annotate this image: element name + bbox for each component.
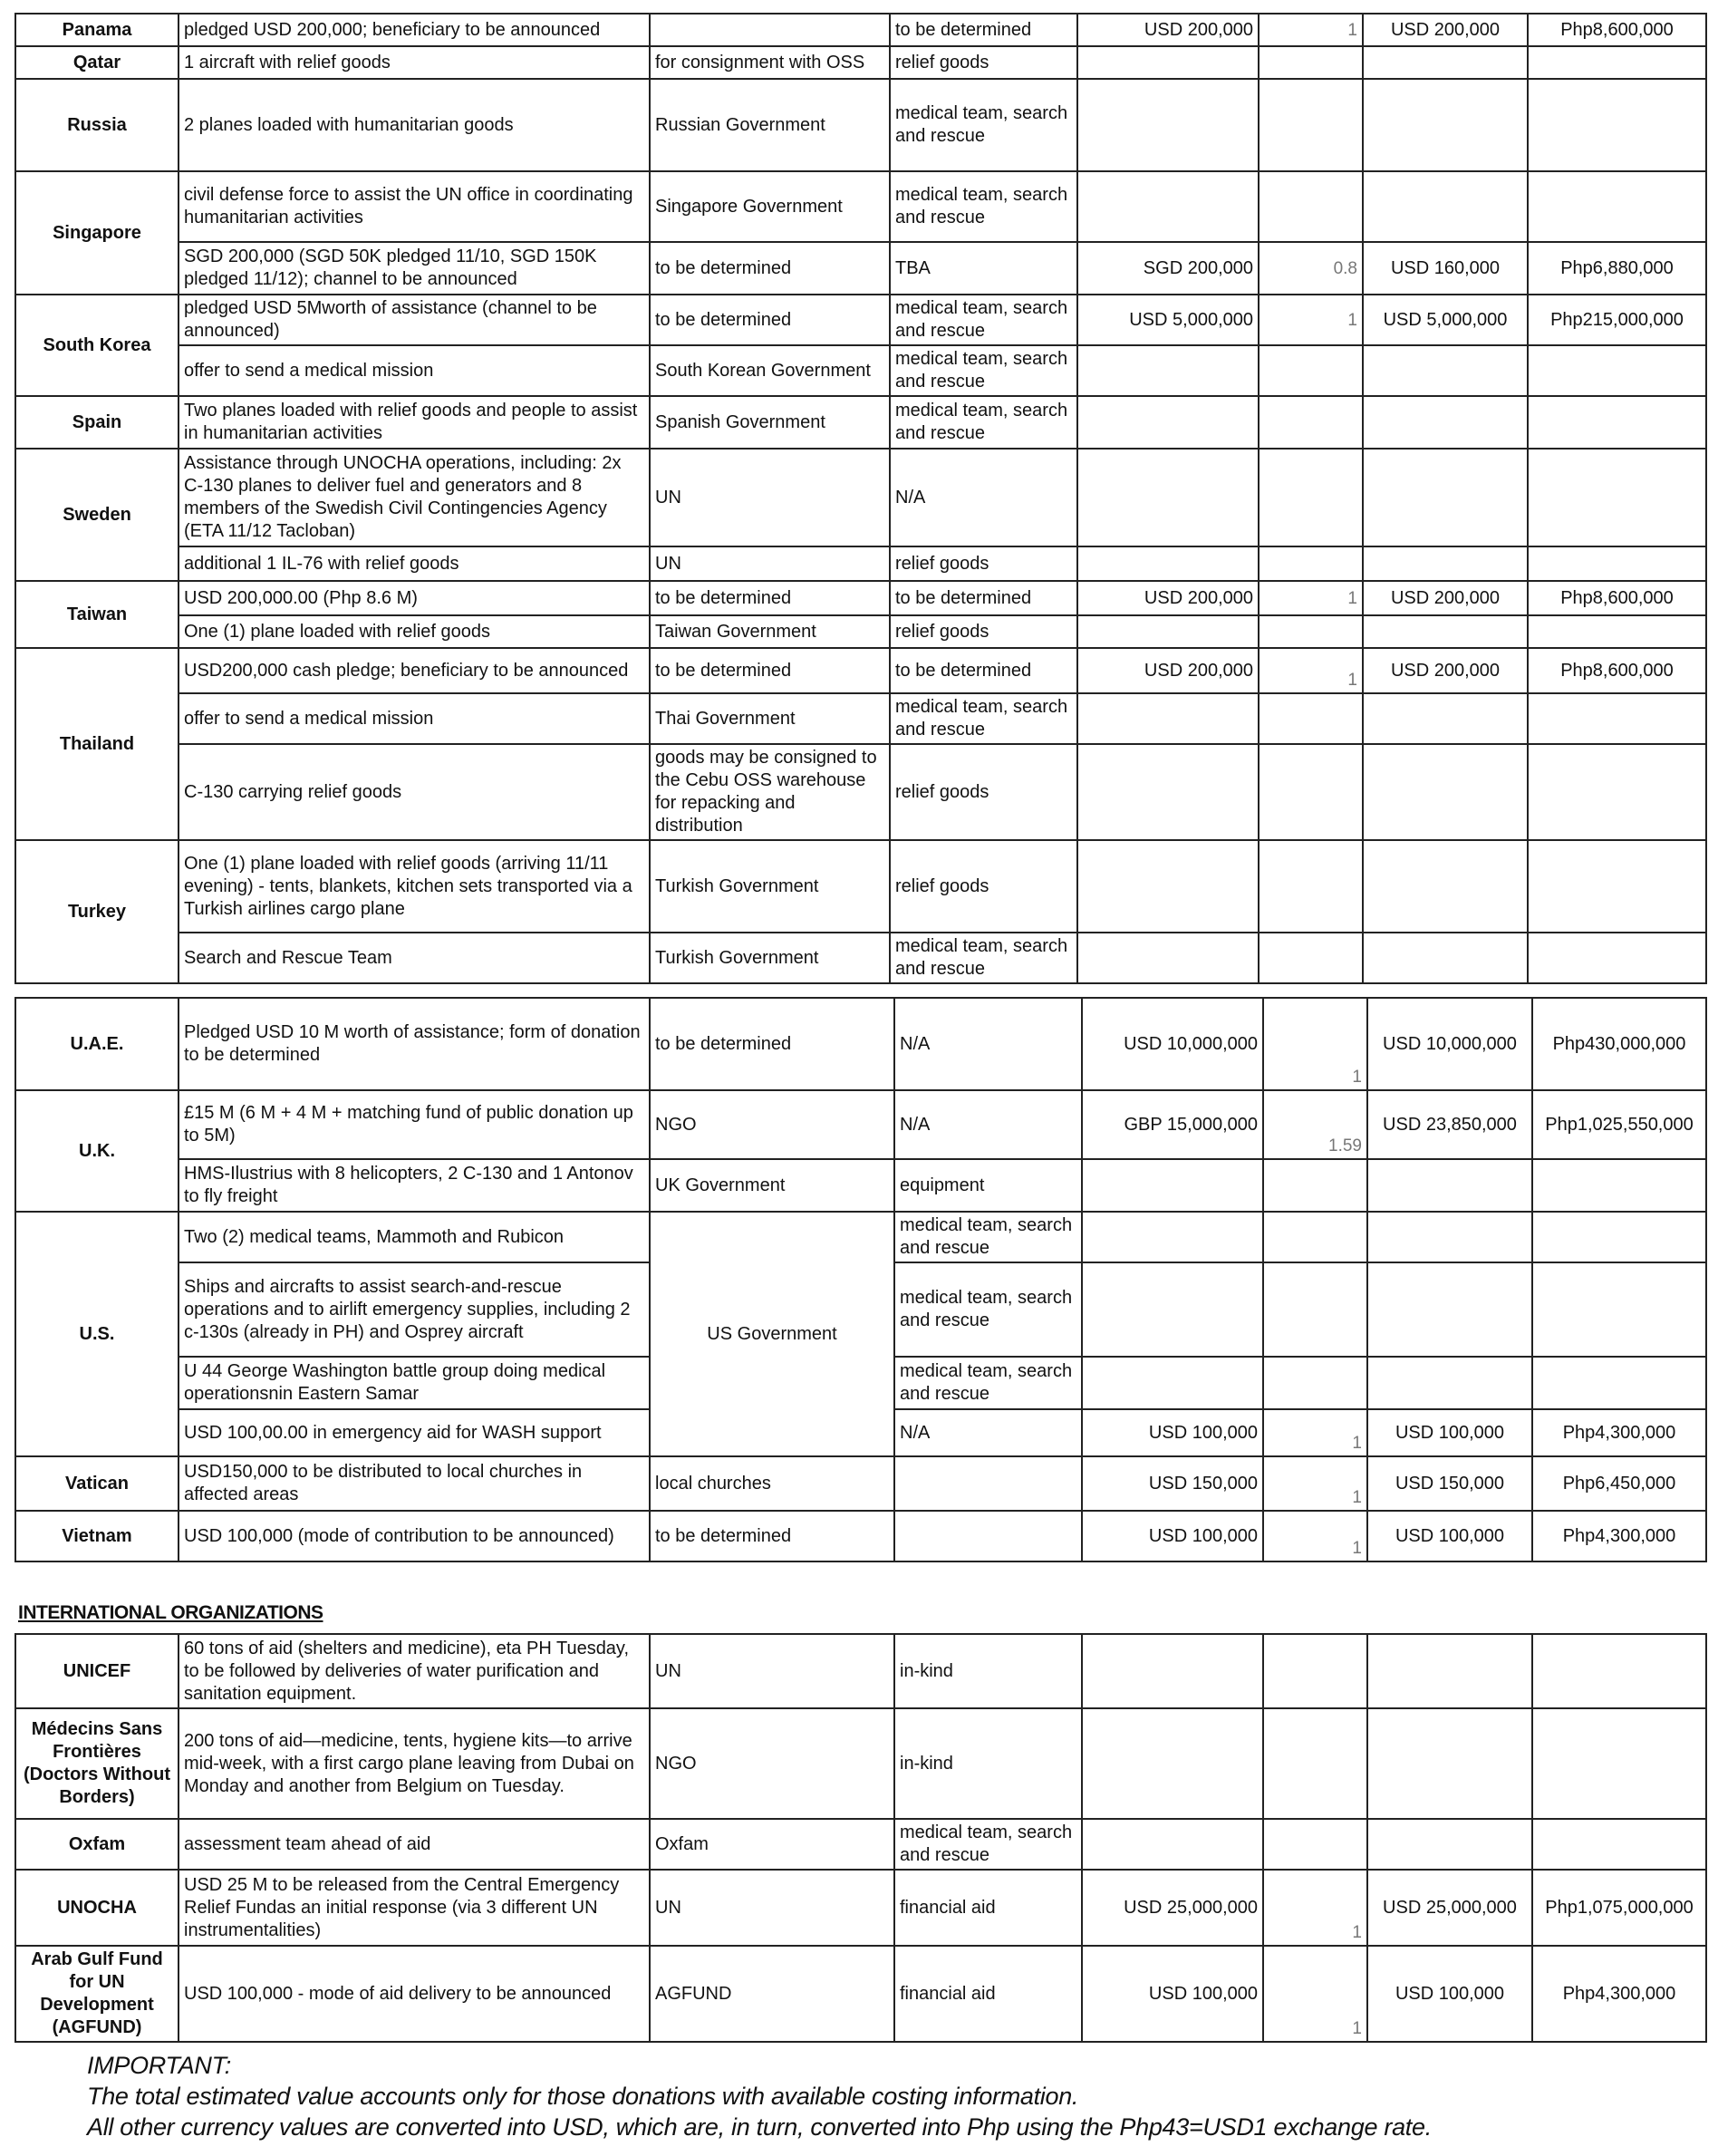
donation-type: relief goods <box>890 46 1077 79</box>
donation-channel: US Government <box>650 1212 894 1456</box>
country-name: South Korea <box>15 295 179 396</box>
amount-usd <box>1363 693 1528 744</box>
amount-php: Php1,075,000,000 <box>1532 1870 1706 1946</box>
donation-type: medical team, search and rescue <box>890 396 1077 449</box>
amount-usd <box>1363 79 1528 171</box>
donation-description: Assistance through UNOCHA operations, including: 2x C-130 planes to deliver fuel and generators and 8 members of the Swedish Civil Contingencies Agency (ETA 11/12 Tacloban) <box>179 449 650 546</box>
donation-description: C-130 carrying relief goods <box>179 744 650 840</box>
exchange-rate <box>1263 1159 1367 1212</box>
country-name: Turkey <box>15 840 179 983</box>
country-name: U.K. <box>15 1090 179 1212</box>
amount-php <box>1528 933 1706 983</box>
amount-original <box>1082 1212 1263 1262</box>
donation-description: USD 25 M to be released from the Central Emergency Relief Fundas an initial response (via 3 different UN instrumentalities) <box>179 1870 650 1946</box>
amount-original: GBP 15,000,000 <box>1082 1090 1263 1159</box>
amount-usd <box>1367 1159 1532 1212</box>
amount-usd: USD 100,000 <box>1367 1409 1532 1456</box>
amount-original <box>1077 546 1259 581</box>
amount-usd: USD 150,000 <box>1367 1456 1532 1511</box>
country-name: Vatican <box>15 1456 179 1511</box>
donation-channel: to be determined <box>650 581 890 615</box>
org-name: UNICEF <box>15 1634 179 1708</box>
exchange-rate: 1 <box>1263 1946 1367 2042</box>
exchange-rate: 1.59 <box>1263 1090 1367 1159</box>
donation-description: One (1) plane loaded with relief goods <box>179 615 650 648</box>
amount-original <box>1077 840 1259 933</box>
table-row-oxfam <box>15 1819 1706 1870</box>
donation-channel: South Korean Government <box>650 345 890 396</box>
amount-php: Php4,300,000 <box>1532 1511 1706 1561</box>
amount-usd <box>1363 46 1528 79</box>
amount-php: Php8,600,000 <box>1528 581 1706 615</box>
donation-channel: UN <box>650 1634 894 1708</box>
amount-php: Php6,880,000 <box>1528 242 1706 295</box>
donation-channel <box>650 14 890 46</box>
amount-php: Php8,600,000 <box>1528 648 1706 693</box>
donation-type: N/A <box>894 998 1082 1090</box>
table-row-taiwan-2 <box>15 615 1706 648</box>
amount-php <box>1532 1262 1706 1357</box>
donation-type: medical team, search and rescue <box>894 1212 1082 1262</box>
table-row-sweden-2 <box>15 546 1706 581</box>
table-row-vietnam <box>15 1511 1706 1561</box>
donations-table-countries-a <box>14 13 1707 984</box>
exchange-rate: 1 <box>1259 581 1363 615</box>
amount-usd <box>1363 396 1528 449</box>
amount-usd <box>1363 171 1528 242</box>
exchange-rate <box>1259 693 1363 744</box>
note-heading: IMPORTANT: <box>87 2052 232 2079</box>
exchange-rate <box>1259 840 1363 933</box>
donation-channel: local churches <box>650 1456 894 1511</box>
donation-type: TBA <box>890 242 1077 295</box>
table-row-msf <box>15 1708 1706 1819</box>
donation-description: USD 100,00.00 in emergency aid for WASH support <box>179 1409 650 1456</box>
amount-usd <box>1363 449 1528 546</box>
amount-usd: USD 23,850,000 <box>1367 1090 1532 1159</box>
amount-usd <box>1367 1634 1532 1708</box>
donation-description: offer to send a medical mission <box>179 693 650 744</box>
exchange-rate <box>1259 345 1363 396</box>
country-name: Sweden <box>15 449 179 581</box>
amount-php <box>1532 1819 1706 1870</box>
donation-description: Ships and aircrafts to assist search-and-rescue operations and to airlift emergency supplies, including 2 c-130s (already in PH) and Osprey aircraft <box>179 1262 650 1357</box>
exchange-rate: 1 <box>1263 1456 1367 1511</box>
amount-php <box>1528 171 1706 242</box>
table-row-russia <box>15 79 1706 171</box>
country-name: U.A.E. <box>15 998 179 1090</box>
amount-original <box>1082 1819 1263 1870</box>
amount-original <box>1082 1708 1263 1819</box>
amount-php <box>1528 79 1706 171</box>
table-row-singapore-2 <box>15 242 1706 295</box>
exchange-rate <box>1259 449 1363 546</box>
donation-description: pledged USD 200,000; beneficiary to be announced <box>179 14 650 46</box>
amount-original <box>1077 933 1259 983</box>
table-row-thailand-2 <box>15 693 1706 744</box>
donation-type: medical team, search and rescue <box>890 295 1077 345</box>
donation-type: equipment <box>894 1159 1082 1212</box>
amount-usd <box>1363 933 1528 983</box>
exchange-rate: 1 <box>1263 998 1367 1090</box>
org-name: Médecins Sans Frontières (Doctors Without Borders) <box>15 1708 179 1819</box>
donation-channel: Russian Government <box>650 79 890 171</box>
donation-type: in-kind <box>894 1708 1082 1819</box>
exchange-rate <box>1259 171 1363 242</box>
amount-usd: USD 160,000 <box>1363 242 1528 295</box>
amount-original <box>1082 1262 1263 1357</box>
amount-original <box>1077 449 1259 546</box>
amount-original: USD 100,000 <box>1082 1511 1263 1561</box>
donation-description: £15 M (6 M + 4 M + matching fund of public donation up to 5M) <box>179 1090 650 1159</box>
exchange-rate <box>1259 933 1363 983</box>
table-row-thailand-3 <box>15 744 1706 840</box>
exchange-rate <box>1263 1262 1367 1357</box>
amount-php <box>1532 1212 1706 1262</box>
donation-channel: Thai Government <box>650 693 890 744</box>
international-organizations-heading: INTERNATIONAL ORGANIZATIONS <box>18 1602 323 1623</box>
donation-description: Two (2) medical teams, Mammoth and Rubicon <box>179 1212 650 1262</box>
amount-usd: USD 25,000,000 <box>1367 1870 1532 1946</box>
amount-original: USD 200,000 <box>1077 648 1259 693</box>
donation-channel: to be determined <box>650 998 894 1090</box>
donations-table-countries-b <box>14 997 1707 1562</box>
donation-description: civil defense force to assist the UN office in coordinating humanitarian activities <box>179 171 650 242</box>
amount-php: Php1,025,550,000 <box>1532 1090 1706 1159</box>
amount-php <box>1532 1708 1706 1819</box>
donation-description: Pledged USD 10 M worth of assistance; form of donation to be determined <box>179 998 650 1090</box>
donation-type: N/A <box>894 1090 1082 1159</box>
amount-usd <box>1367 1212 1532 1262</box>
amount-original: USD 5,000,000 <box>1077 295 1259 345</box>
amount-php <box>1528 449 1706 546</box>
amount-original: USD 25,000,000 <box>1082 1870 1263 1946</box>
donation-channel: UK Government <box>650 1159 894 1212</box>
exchange-rate: 1 <box>1263 1409 1367 1456</box>
amount-php <box>1528 693 1706 744</box>
table-row-unocha <box>15 1870 1706 1946</box>
amount-usd <box>1367 1357 1532 1409</box>
amount-original <box>1077 693 1259 744</box>
amount-original <box>1077 171 1259 242</box>
donation-description: Search and Rescue Team <box>179 933 650 983</box>
donation-description: 60 tons of aid (shelters and medicine), eta PH Tuesday, to be followed by deliveries of water purification and sanitation equipment. <box>179 1634 650 1708</box>
table-row-turkey-2 <box>15 933 1706 983</box>
amount-php <box>1528 546 1706 581</box>
country-name: Spain <box>15 396 179 449</box>
org-name: UNOCHA <box>15 1870 179 1946</box>
donation-description: USD150,000 to be distributed to local churches in affected areas <box>179 1456 650 1511</box>
donation-description: SGD 200,000 (SGD 50K pledged 11/10, SGD 150K pledged 11/12); channel to be announced <box>179 242 650 295</box>
amount-usd <box>1363 615 1528 648</box>
donation-description: USD 100,000 (mode of contribution to be announced) <box>179 1511 650 1561</box>
exchange-rate: 0.8 <box>1259 242 1363 295</box>
donations-table-international-orgs <box>14 1633 1707 2043</box>
exchange-rate <box>1263 1634 1367 1708</box>
donation-type: medical team, search and rescue <box>894 1262 1082 1357</box>
exchange-rate <box>1259 396 1363 449</box>
exchange-rate <box>1259 546 1363 581</box>
donation-type: to be determined <box>890 648 1077 693</box>
exchange-rate: 1 <box>1259 648 1363 693</box>
org-name: Arab Gulf Fund for UN Development (AGFUND) <box>15 1946 179 2042</box>
amount-usd <box>1363 546 1528 581</box>
donation-channel: Oxfam <box>650 1819 894 1870</box>
table-row-south-korea-2 <box>15 345 1706 396</box>
country-name: Singapore <box>15 171 179 295</box>
donation-type: in-kind <box>894 1634 1082 1708</box>
amount-usd <box>1367 1819 1532 1870</box>
donation-type: financial aid <box>894 1946 1082 2042</box>
amount-original: USD 200,000 <box>1077 14 1259 46</box>
donation-channel: NGO <box>650 1708 894 1819</box>
amount-original: USD 150,000 <box>1082 1456 1263 1511</box>
amount-original <box>1077 396 1259 449</box>
note-line-total-value: The total estimated value accounts only for those donations with available costing information. <box>87 2083 1079 2110</box>
donation-description: USD200,000 cash pledge; beneficiary to be announced <box>179 648 650 693</box>
table-row-qatar <box>15 46 1706 79</box>
amount-original <box>1077 79 1259 171</box>
donation-description: assessment team ahead of aid <box>179 1819 650 1870</box>
donation-channel: to be determined <box>650 648 890 693</box>
table-row-sweden-1 <box>15 449 1706 546</box>
donation-channel: AGFUND <box>650 1946 894 2042</box>
amount-php <box>1528 615 1706 648</box>
table-row-vatican <box>15 1456 1706 1511</box>
table-row-taiwan-1 <box>15 581 1706 615</box>
donation-channel: Singapore Government <box>650 171 890 242</box>
donation-channel: Spanish Government <box>650 396 890 449</box>
amount-php <box>1528 46 1706 79</box>
donation-type: to be determined <box>890 14 1077 46</box>
amount-php <box>1532 1159 1706 1212</box>
exchange-rate: 1 <box>1263 1870 1367 1946</box>
donation-description: USD 100,000 - mode of aid delivery to be announced <box>179 1946 650 2042</box>
donation-channel: UN <box>650 546 890 581</box>
amount-php <box>1532 1634 1706 1708</box>
donation-type: N/A <box>894 1409 1082 1456</box>
donation-type: relief goods <box>890 744 1077 840</box>
amount-php: Php6,450,000 <box>1532 1456 1706 1511</box>
donation-description: HMS-Ilustrius with 8 helicopters, 2 C-130 and 1 Antonov to fly freight <box>179 1159 650 1212</box>
amount-php <box>1528 744 1706 840</box>
amount-original <box>1077 615 1259 648</box>
donation-type: medical team, search and rescue <box>890 345 1077 396</box>
donation-type: to be determined <box>890 581 1077 615</box>
donation-channel: Taiwan Government <box>650 615 890 648</box>
donation-description: USD 200,000.00 (Php 8.6 M) <box>179 581 650 615</box>
country-name: Russia <box>15 79 179 171</box>
donation-type: medical team, search and rescue <box>890 79 1077 171</box>
country-name: Vietnam <box>15 1511 179 1561</box>
donation-description: Two planes loaded with relief goods and people to assist in humanitarian activities <box>179 396 650 449</box>
table-row-south-korea-1 <box>15 295 1706 345</box>
donation-description: 200 tons of aid—medicine, tents, hygiene kits—to arrive mid-week, with a first cargo plane leaving from Dubai on Monday and another from Belgium on Tuesday. <box>179 1708 650 1819</box>
amount-php <box>1532 1357 1706 1409</box>
exchange-rate: 1 <box>1259 295 1363 345</box>
donation-type: relief goods <box>890 546 1077 581</box>
amount-usd: USD 100,000 <box>1367 1511 1532 1561</box>
amount-usd <box>1367 1708 1532 1819</box>
donation-channel: goods may be consigned to the Cebu OSS warehouse for repacking and distribution <box>650 744 890 840</box>
table-row-uk-2 <box>15 1159 1706 1212</box>
exchange-rate <box>1259 615 1363 648</box>
exchange-rate <box>1259 46 1363 79</box>
donation-description: additional 1 IL-76 with relief goods <box>179 546 650 581</box>
exchange-rate <box>1263 1212 1367 1262</box>
important-note <box>87 2050 1432 2142</box>
amount-php: Php4,300,000 <box>1532 1409 1706 1456</box>
donation-description: 2 planes loaded with humanitarian goods <box>179 79 650 171</box>
amount-original: USD 100,000 <box>1082 1946 1263 2042</box>
donation-description: pledged USD 5Mworth of assistance (channel to be announced) <box>179 295 650 345</box>
table-row-unicef <box>15 1634 1706 1708</box>
donation-channel: to be determined <box>650 295 890 345</box>
donation-channel: for consignment with OSS <box>650 46 890 79</box>
donation-type: medical team, search and rescue <box>890 693 1077 744</box>
donation-description: offer to send a medical mission <box>179 345 650 396</box>
amount-original: USD 100,000 <box>1082 1409 1263 1456</box>
amount-php: Php8,600,000 <box>1528 14 1706 46</box>
donation-channel: Turkish Government <box>650 840 890 933</box>
amount-usd <box>1363 840 1528 933</box>
amount-original: SGD 200,000 <box>1077 242 1259 295</box>
amount-original: USD 10,000,000 <box>1082 998 1263 1090</box>
amount-original <box>1082 1634 1263 1708</box>
amount-php <box>1528 396 1706 449</box>
exchange-rate <box>1259 79 1363 171</box>
donation-type: N/A <box>890 449 1077 546</box>
table-row-panama <box>15 14 1706 46</box>
table-row-uae <box>15 998 1706 1090</box>
amount-original <box>1077 744 1259 840</box>
donation-channel: to be determined <box>650 242 890 295</box>
donation-type <box>894 1511 1082 1561</box>
donation-channel: UN <box>650 449 890 546</box>
amount-usd: USD 200,000 <box>1363 648 1528 693</box>
donation-type: medical team, search and rescue <box>890 171 1077 242</box>
donation-channel: NGO <box>650 1090 894 1159</box>
country-name: U.S. <box>15 1212 179 1456</box>
donation-type: relief goods <box>890 840 1077 933</box>
exchange-rate <box>1263 1357 1367 1409</box>
table-row-uk-1 <box>15 1090 1706 1159</box>
exchange-rate: 1 <box>1263 1511 1367 1561</box>
amount-php: Php215,000,000 <box>1528 295 1706 345</box>
donation-type: medical team, search and rescue <box>890 933 1077 983</box>
amount-php: Php430,000,000 <box>1532 998 1706 1090</box>
amount-usd: USD 10,000,000 <box>1367 998 1532 1090</box>
amount-original <box>1077 345 1259 396</box>
exchange-rate <box>1263 1819 1367 1870</box>
table-row-turkey-1 <box>15 840 1706 933</box>
amount-usd <box>1367 1262 1532 1357</box>
amount-php: Php4,300,000 <box>1532 1946 1706 2042</box>
note-line-exchange-rate: All other currency values are converted into USD, which are, in turn, converted into Php using the Php43=USD1 exchange rate. <box>87 2113 1432 2141</box>
org-name: Oxfam <box>15 1819 179 1870</box>
exchange-rate: 1 <box>1259 14 1363 46</box>
amount-original <box>1082 1357 1263 1409</box>
amount-php <box>1528 840 1706 933</box>
donation-description: One (1) plane loaded with relief goods (arriving 11/11 evening) - tents, blankets, kitchen sets transported via a Turkish airlines cargo plane <box>179 840 650 933</box>
table-row-agfund <box>15 1946 1706 2042</box>
donation-channel: UN <box>650 1870 894 1946</box>
donation-type: medical team, search and rescue <box>894 1819 1082 1870</box>
donation-description: U 44 George Washington battle group doing medical operationsnin Eastern Samar <box>179 1357 650 1409</box>
amount-usd <box>1363 744 1528 840</box>
amount-usd: USD 5,000,000 <box>1363 295 1528 345</box>
table-row-thailand-1 <box>15 648 1706 693</box>
table-row-spain <box>15 396 1706 449</box>
amount-usd: USD 200,000 <box>1363 581 1528 615</box>
donation-type <box>894 1456 1082 1511</box>
exchange-rate <box>1259 744 1363 840</box>
amount-original: USD 200,000 <box>1077 581 1259 615</box>
donation-type: relief goods <box>890 615 1077 648</box>
donation-type: financial aid <box>894 1870 1082 1946</box>
donation-description: 1 aircraft with relief goods <box>179 46 650 79</box>
donation-channel: to be determined <box>650 1511 894 1561</box>
country-name: Taiwan <box>15 581 179 648</box>
country-name: Qatar <box>15 46 179 79</box>
amount-usd: USD 100,000 <box>1367 1946 1532 2042</box>
amount-usd: USD 200,000 <box>1363 14 1528 46</box>
amount-original <box>1082 1159 1263 1212</box>
table-row-us-1 <box>15 1212 1706 1262</box>
amount-original <box>1077 46 1259 79</box>
exchange-rate <box>1263 1708 1367 1819</box>
amount-usd <box>1363 345 1528 396</box>
country-name: Thailand <box>15 648 179 840</box>
donation-type: medical team, search and rescue <box>894 1357 1082 1409</box>
donation-channel: Turkish Government <box>650 933 890 983</box>
amount-php <box>1528 345 1706 396</box>
table-row-singapore-1 <box>15 171 1706 242</box>
country-name: Panama <box>15 14 179 46</box>
